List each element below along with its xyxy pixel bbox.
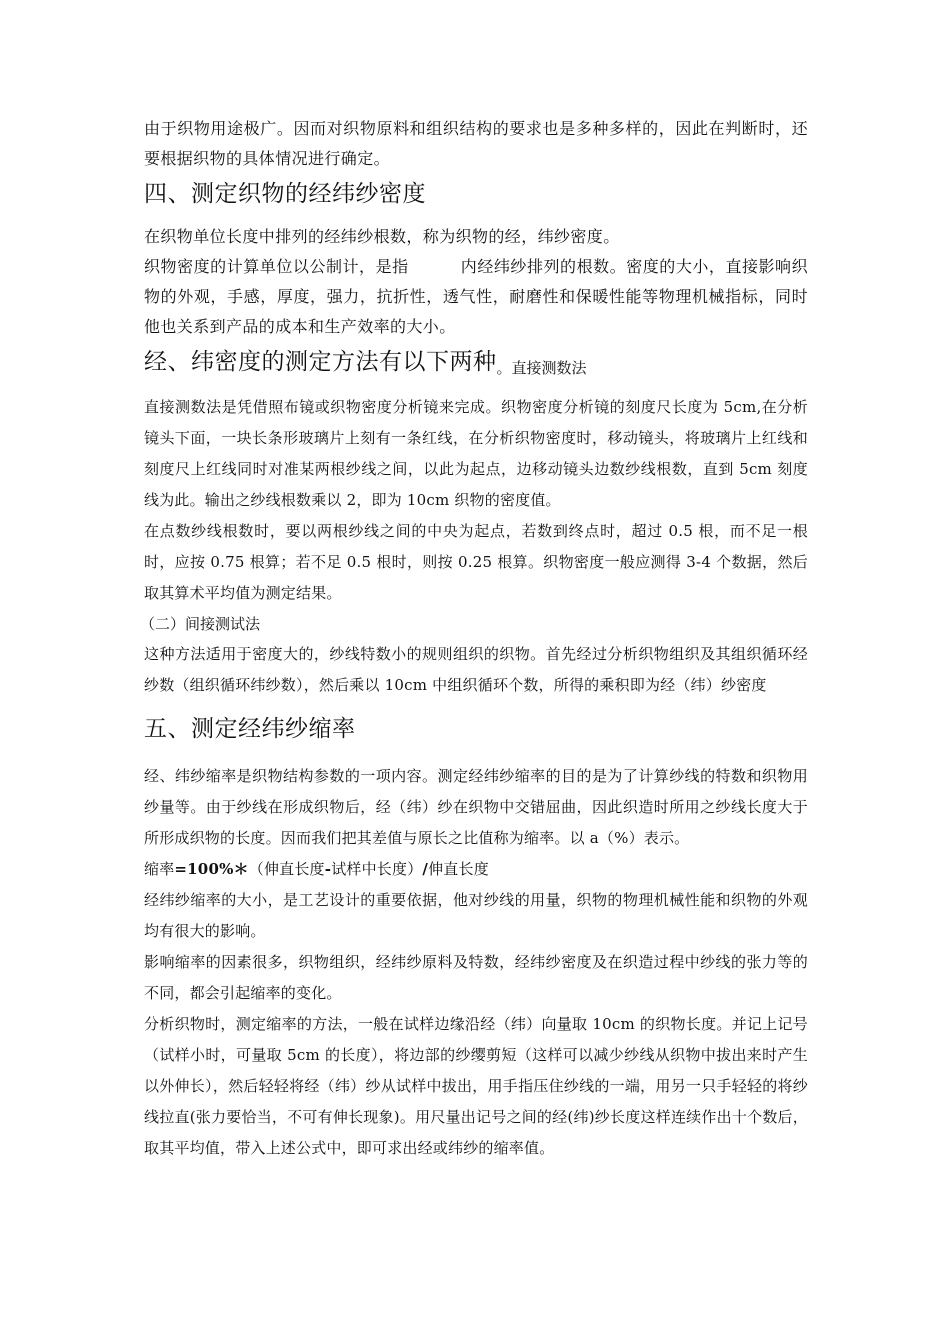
section-4-heading: 四、测定织物的经纬纱密度 xyxy=(144,181,426,207)
formula-middle-2: 试样中长度） xyxy=(331,860,423,878)
intro-paragraph: 由于织物用途极广。因而对织物原料和组织结构的要求也是多种多样的，因此在判断时，还要根据织物的具体情况进行确定。 xyxy=(144,119,808,168)
indirect-method-paragraph: 这种方法适用于密度大的，纱线特数小的规则组织的织物。首先经过分析织物组织及其组织循环经纱数（组织循环纬纱数），然后乘以 10cm 中组织循环个数，所得的乘积即为经（纬）纱密度 xyxy=(144,645,808,694)
density-unit-text-before: 织物密度的计算单位以公制计，是指 xyxy=(144,257,409,276)
shrinkage-method-paragraph: 分析织物时，测定缩率的方法，一般在试样边缘沿经（纬）向量取 10cm 的织物长度。并记上记号（试样小时，可量取 5cm 的长度），将边部的纱缨剪短（这样可以减少纱线从织物中拔出来时产生以外伸长），然后轻轻将经（纬）纱从试样中拔出，用手指压住纱线的一端，用另一只手轻轻的将纱线拉直(张力要恰当，不可有伸长现象)。用尺量出记号之间的经(纬)纱长度这样连续作出十个数后，取其平均值，带入上述公式中，即可求出经或纬纱的缩率值。 xyxy=(144,1015,808,1157)
formula-prefix: 缩率 xyxy=(144,860,175,878)
density-unit-text-after: 内经纬纱排列的根数。密度的大小，直接影响织物的外观，手感，厚度，强力，抗折性，透气性，耐磨性和保暖性能等物理机械指标，同时他也关系到产品的成本和生产效率的大小。 xyxy=(144,257,809,336)
counting-rule-paragraph: 在点数纱线根数时，要以两根纱线之间的中央为起点，若数到终点时，超过 0.5 根，而不足一根时，应按 0.75 根算；若不足 0.5 根时，则按 0.25 根算。织物密度一般应测得 3-4 个数据，然后取其算术平均值为测定结果。 xyxy=(144,522,808,602)
formula-bold-part-3: / xyxy=(422,860,429,878)
methods-subheading: 。直接测数法 xyxy=(496,359,587,377)
document-body xyxy=(140,114,809,1164)
formula-bold-part-2: - xyxy=(324,860,332,878)
formula-middle: （伸直长度 xyxy=(248,860,325,878)
methods-heading-text: 经、纬密度的测定方法有以下两种 xyxy=(144,349,497,375)
formula-bold-part-1: =100%＊ xyxy=(174,860,249,878)
shrinkage-formula xyxy=(144,854,808,885)
density-unit-paragraph xyxy=(144,252,808,342)
section-5-heading: 五、测定经纬纱缩率 xyxy=(144,716,356,742)
shrinkage-importance-paragraph: 经纬纱缩率的大小，是工艺设计的重要依据，他对纱线的用量，织物的物理机械性能和织物的外观均有很大的影响。 xyxy=(144,891,808,940)
density-definition-paragraph: 在织物单位长度中排列的经纬纱根数，称为织物的经，纬纱密度。 xyxy=(144,227,620,246)
methods-heading xyxy=(144,344,808,386)
shrinkage-factors-paragraph: 影响缩率的因素很多，织物组织，经纬纱原料及特数，经纬纱密度及在织造过程中纱线的张力等的不同，都会引起缩率的变化。 xyxy=(144,953,808,1002)
shrinkage-intro-paragraph: 经、纬纱缩率是织物结构参数的一项内容。测定经纬纱缩率的目的是为了计算纱线的特数和织物用纱量等。由于纱线在形成织物后，经（纬）纱在织物中交错屈曲，因此织造时所用之纱线长度大于所形成织物的长度。因而我们把其差值与原长之比值称为缩率。以 a（%）表示。 xyxy=(144,767,808,847)
indirect-method-heading: （二）间接测试法 xyxy=(140,615,261,633)
direct-method-paragraph: 直接测数法是凭借照布镜或织物密度分析镜来完成。织物密度分析镜的刻度尺长度为 5cm,在分析镜头下面，一块长条形玻璃片上刻有一条红线，在分析织物密度时，移动镜头，将玻璃片上红线和刻度尺上红线同时对准某两根纱线之间，以此为起点，边移动镜头边数纱线根数，直到 5cm 刻度线为此。输出之纱线根数乘以 2，即为 10cm 织物的密度值。 xyxy=(144,398,808,509)
formula-suffix: 伸直长度 xyxy=(428,860,489,878)
